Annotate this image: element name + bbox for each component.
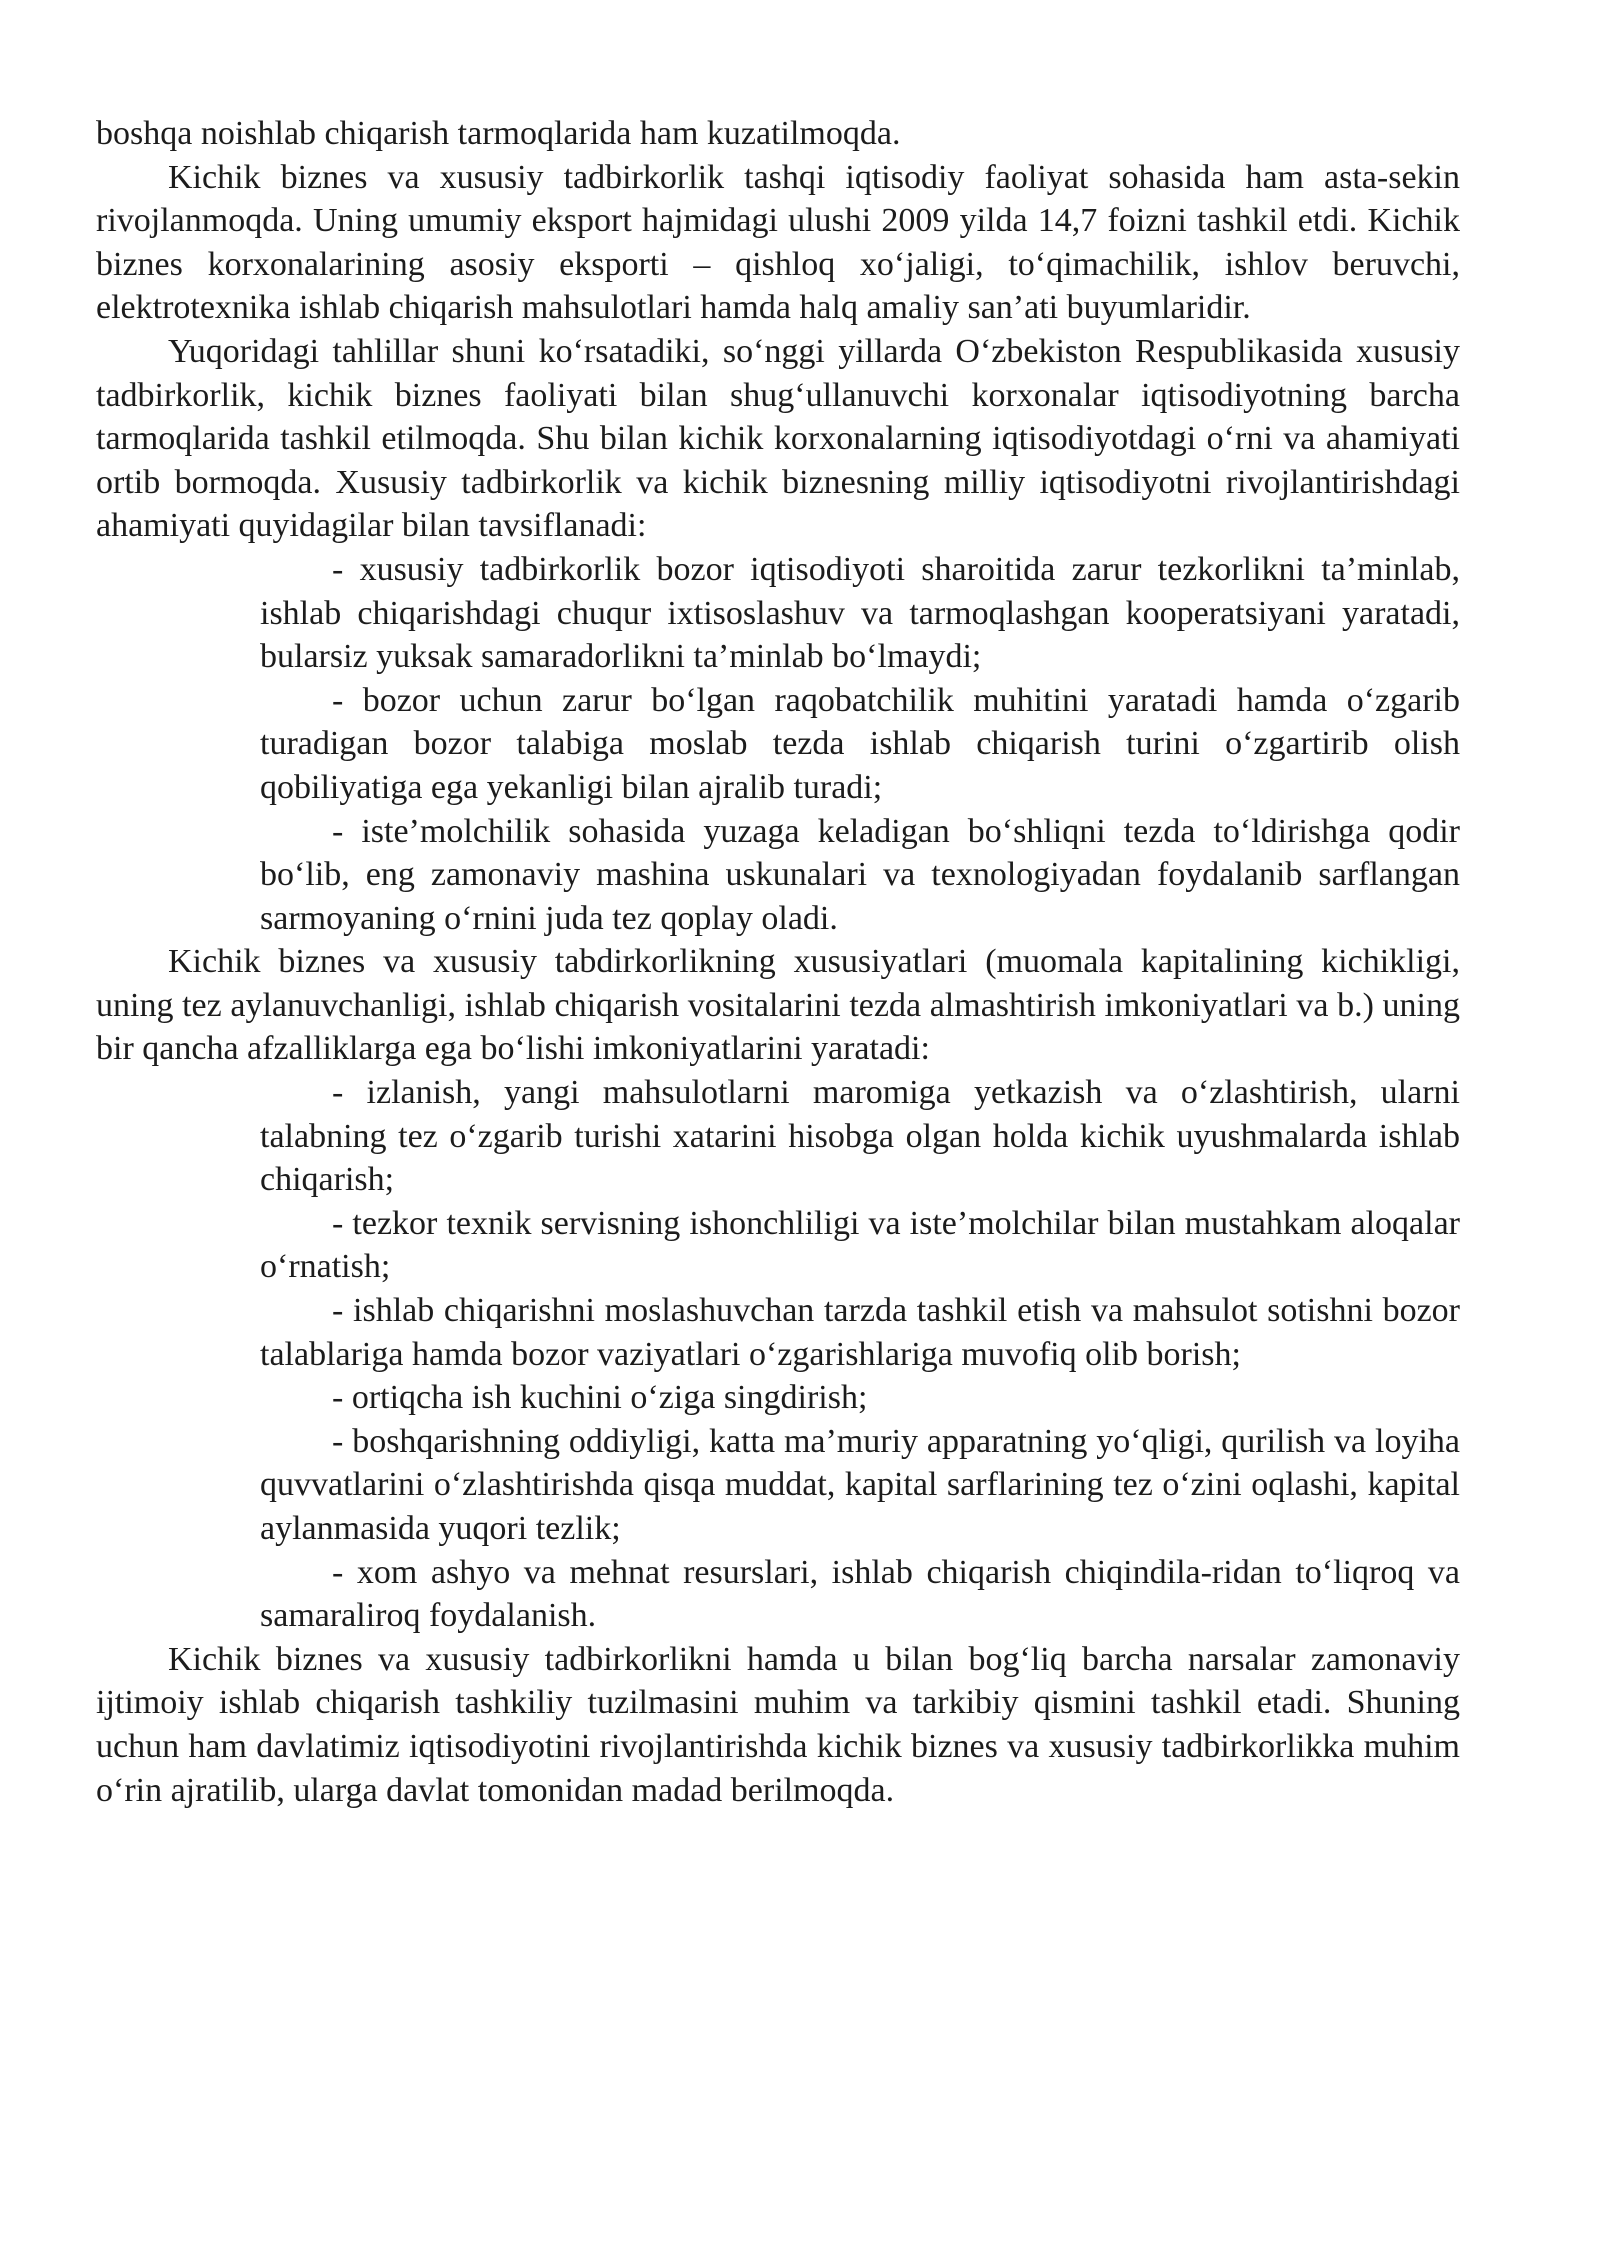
list-item: - iste’molchilik sohasida yuzaga keladigan bo‘shliqni tezda to‘ldirishga qodir bo‘lib, eng zamonaviy mashina uskunalari va texnologiyadan foydalanib sarflangan sarmoyaning o‘rnini juda tez qoplay oladi.: [260, 812, 1460, 937]
list-item: - izlanish, yangi mahsulotlarni maromiga yetkazish va o‘zlashtirish, ularni talabning tez o‘zgarib turishi xatarini hisobga olgan holda kichik uyushmalarda ishlab chiqarish;: [260, 1074, 1460, 1199]
document-page: [96, 112, 1460, 1812]
advantages-list: [96, 1071, 1460, 1638]
list-item: - bozor uchun zarur bo‘lgan raqobatchilik muhitini yaratadi hamda o‘zgarib turadigan bozor talabiga moslab tezda ishlab chiqarish turini o‘zgartirib olish qobiliyatiga ega yekanligi bilan ajralib turadi;: [260, 681, 1460, 806]
list-item: - ishlab chiqarishni moslashuvchan tarzda tashkil etish va mahsulot sotishni bozor talablariga hamda bozor vaziyatlari o‘zgarishlariga muvofiq olib borish;: [260, 1292, 1460, 1373]
paragraph-export: Kichik biznes va xususiy tadbirkorlik tashqi iqtisodiy faoliyat sohasida ham asta-sekin rivojlanmoqda. Uning umumiy eksport hajmidagi ulushi 2009 yilda 14,7 foizni tashkil etdi. Kichik biznes korxonalarining asosiy eksporti – qishloq xo‘jaligi, to‘qimachilik, ishlov beruvchi, elektrotexnika ishlab chiqarish mahsulotlari hamda halq amaliy san’ati buyumlaridir.: [96, 158, 1460, 327]
paragraph-continuation: boshqa noishlab chiqarish tarmoqlarida ham kuzatilmoqda.: [96, 115, 901, 152]
list-item: - boshqarishning oddiyligi, katta ma’muriy apparatning yo‘qligi, qurilish va loyiha quvvatlarini o‘zlashtirishda qisqa muddat, kapital sarflarining tez o‘zini oqlashi, kapital aylanmasida yuqori tezlik;: [260, 1422, 1460, 1547]
paragraph-analysis: Yuqoridagi tahlillar shuni ko‘rsatadiki, so‘nggi yillarda O‘zbekiston Respublikasida xususiy tadbirkorlik, kichik biznes faoliyati bilan shug‘ullanuvchi korxonalar iqtisodiyotning barcha tarmoqlarida tashkil etilmoqda. Shu bilan kichik korxonalarning iqtisodiyotdagi o‘rni va ahamiyati ortib bormoqda. Xususiy tadbirkorlik va kichik biznesning milliy iqtisodiyotni rivojlantirishdagi ahamiyati quyidagilar bilan tavsiflanadi:: [96, 332, 1460, 545]
paragraph-conclusion: Kichik biznes va xususiy tadbirkorlikni hamda u bilan bog‘liq barcha narsalar zamonaviy ijtimoiy ishlab chiqarish tashkiliy tuzilmasini muhim va tarkibiy qismini tashkil etadi. Shuning uchun ham davlatimiz iqtisodiyotini rivojlantirishda kichik biznes va xususiy tadbirkorlikka muhim o‘rin ajratilib, ularga davlat tomonidan madad berilmoqda.: [96, 1640, 1460, 1809]
list-item: - xususiy tadbirkorlik bozor iqtisodiyoti sharoitida zarur tezkorlikni ta’minlab, ishlab chiqarishdagi chuqur ixtisoslashuv va tarmoqlashgan kooperatsiyani yaratadi, bularsiz yuksak samaradorlikni ta’minlab bo‘lmaydi;: [260, 550, 1460, 676]
list-item: - ortiqcha ish kuchini o‘ziga singdirish;: [332, 1379, 868, 1417]
list-item: - xom ashyo va mehnat resurslari, ishlab chiqarish chiqindila-ridan to‘liqroq va samaraliroq foydalanish.: [260, 1553, 1460, 1635]
list-item: - tezkor texnik servisning ishonchliligi va iste’molchilar bilan mustahkam aloqalar o‘rnatish;: [260, 1204, 1460, 1286]
paragraph-features: Kichik biznes va xususiy tabdirkorlikning xususiyatlari (muomala kapitalining kichikligi, uning tez aylanuvchanligi, ishlab chiqarish vositalarini tezda almashtirish imkoniyatlari va b.) uning bir qancha afzalliklarga ega bo‘lishi imkoniyatlarini yaratadi:: [96, 943, 1460, 1068]
importance-list: [96, 548, 1460, 940]
